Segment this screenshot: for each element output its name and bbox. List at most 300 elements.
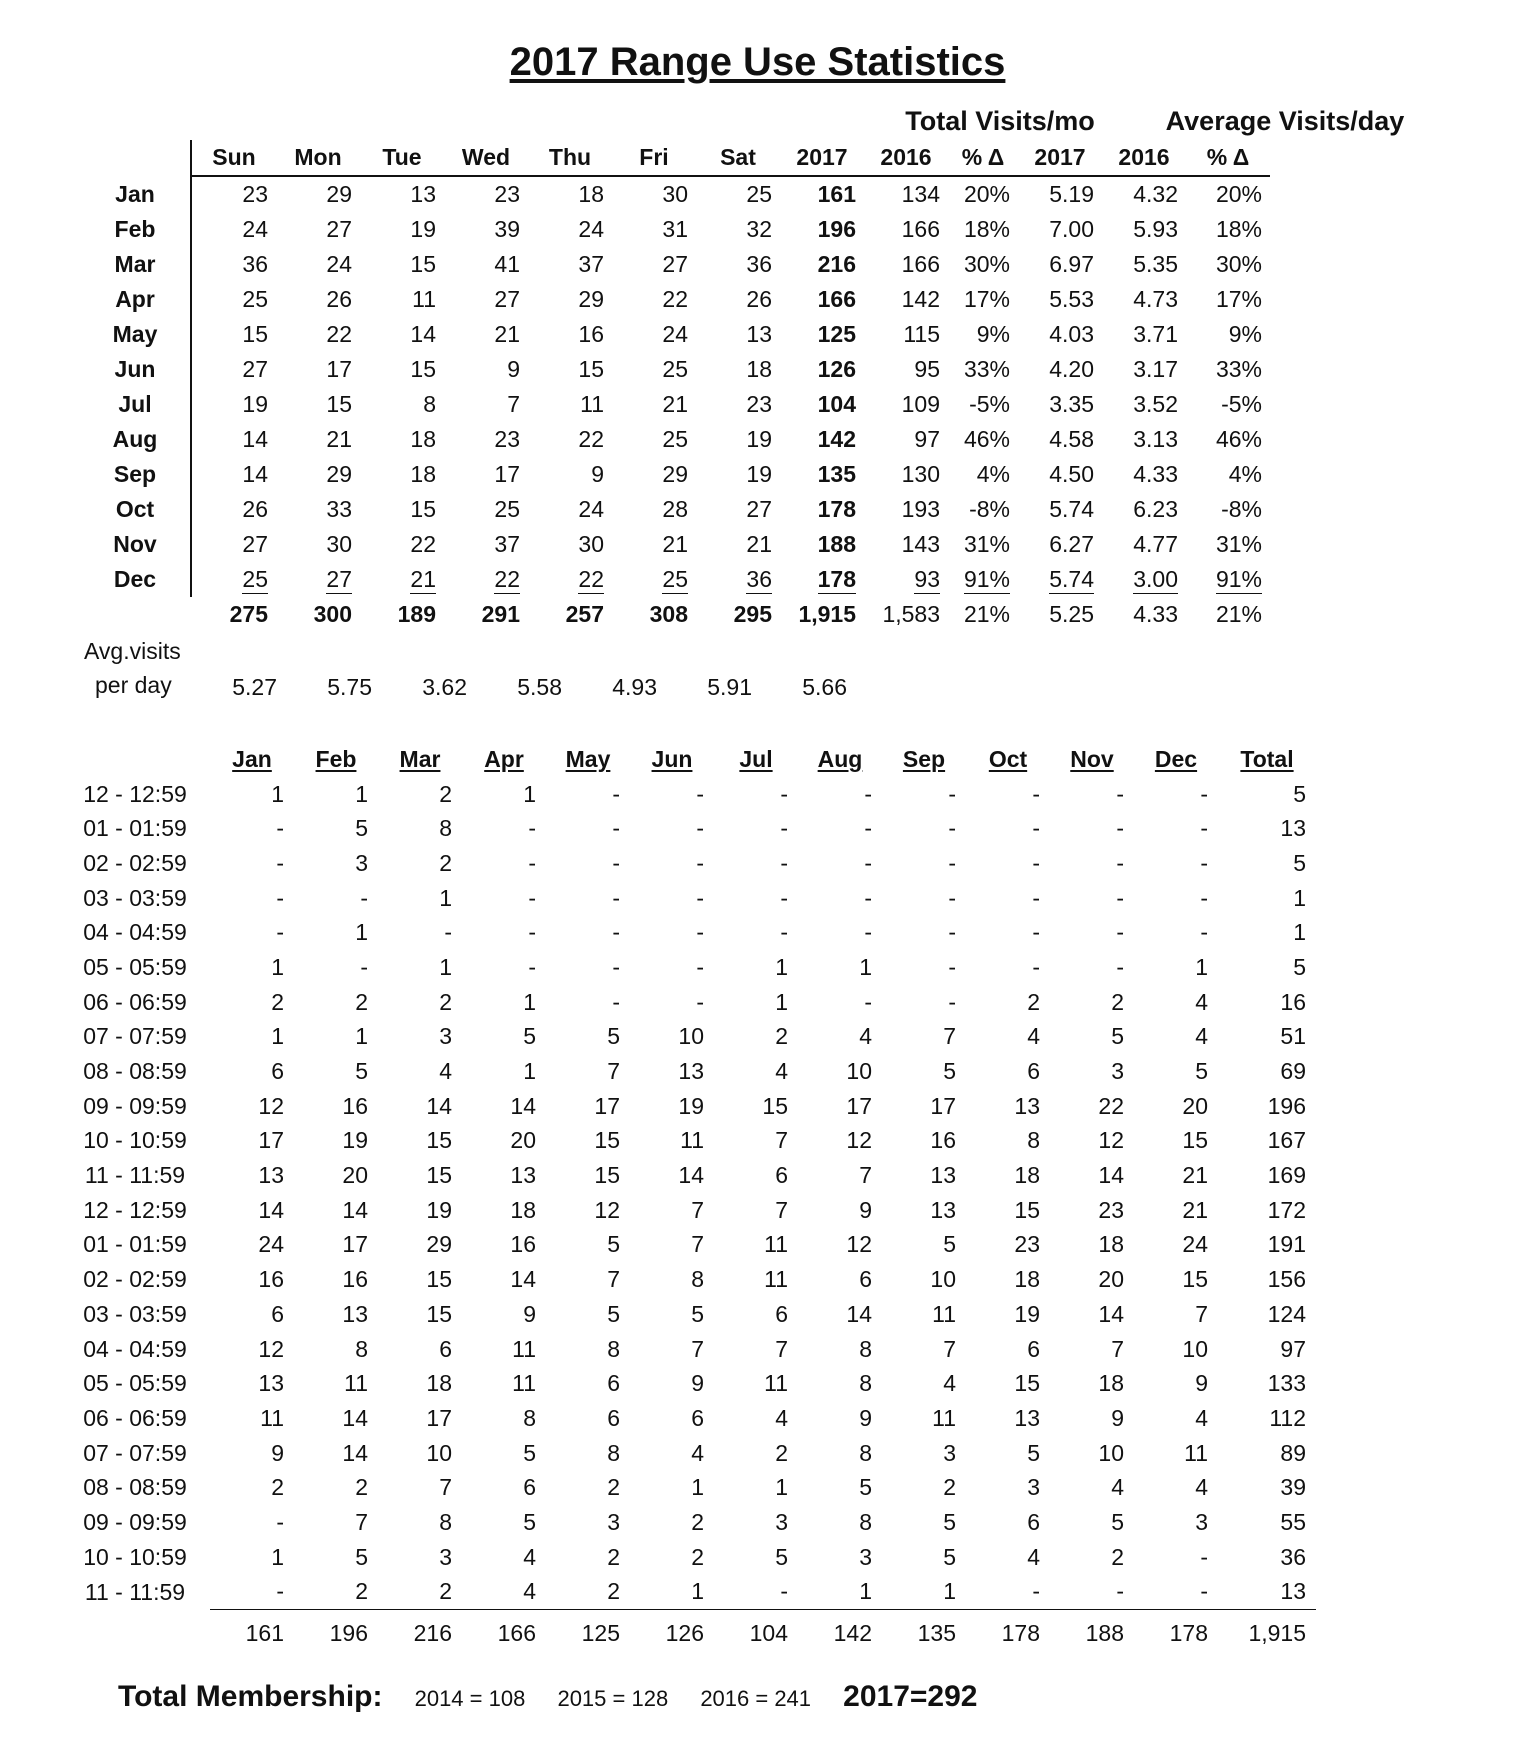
cell-value: 28 <box>662 496 688 522</box>
total-cell: 1,915 <box>798 601 856 627</box>
cell-value: 13 <box>410 181 436 207</box>
cell <box>444 527 528 562</box>
hour-cell: 89 <box>1280 1439 1306 1466</box>
hour-cell: 5 <box>355 1543 368 1570</box>
hour-label: 02 - 02:59 <box>83 849 187 876</box>
cell <box>780 527 864 562</box>
hour-cell: 13 <box>342 1300 368 1327</box>
cell-value: 9% <box>1228 321 1262 347</box>
cell <box>612 527 696 562</box>
cell <box>1186 562 1270 597</box>
month-row <box>80 492 1270 527</box>
hour-cell: 6 <box>607 1370 620 1397</box>
hour-cell: 2 <box>943 1474 956 1501</box>
month-label: Jun <box>114 356 156 382</box>
hour-cell: 14 <box>342 1404 368 1431</box>
cell <box>696 212 780 247</box>
cell-value: 27 <box>242 531 268 557</box>
cell <box>948 282 1018 317</box>
hour-cell: 5 <box>523 1508 536 1535</box>
month-header <box>546 742 630 777</box>
cell <box>360 282 444 317</box>
membership-2017: 2017=292 <box>843 1680 978 1713</box>
hour-cell: 8 <box>607 1439 620 1466</box>
hour-cell: 23 <box>1014 1231 1040 1258</box>
hour-label: 11 - 11:59 <box>84 1578 186 1605</box>
average-visits-header: Average Visits/day <box>1165 106 1405 136</box>
cell <box>612 176 696 212</box>
hour-cell: 6 <box>271 1300 284 1327</box>
cell <box>1186 387 1270 422</box>
cell <box>780 422 864 457</box>
cell <box>191 317 276 352</box>
cell <box>360 317 444 352</box>
month-header-text: Apr <box>484 745 524 772</box>
hour-cell: 133 <box>1267 1370 1306 1397</box>
hour-cell: - <box>1200 919 1208 946</box>
cell <box>191 247 276 282</box>
hour-cell: 7 <box>607 1058 620 1085</box>
hour-cell: 5 <box>1195 1058 1208 1085</box>
hour-cell: 15 <box>1014 1196 1040 1223</box>
hour-row <box>60 846 1316 881</box>
total-cell: 295 <box>733 601 772 627</box>
membership-label: Total Membership: <box>118 1680 383 1713</box>
hour-cell: 15 <box>426 1300 452 1327</box>
cell-value: 3.17 <box>1133 356 1178 382</box>
cell <box>780 247 864 282</box>
corner-cell <box>80 140 191 176</box>
hour-cell: 24 <box>1182 1231 1208 1258</box>
cell-value: 26 <box>242 496 268 522</box>
column-header: Fri <box>612 140 696 176</box>
hour-cell: 8 <box>691 1266 704 1293</box>
hour-cell: 5 <box>691 1300 704 1327</box>
avg-cell: 5.75 <box>327 674 372 700</box>
cell <box>444 562 528 597</box>
cell <box>191 527 276 562</box>
cell-value: 13 <box>746 321 772 347</box>
cell <box>444 422 528 457</box>
hour-cell: 9 <box>271 1439 284 1466</box>
totals-label <box>80 597 191 632</box>
cell-value: 9 <box>507 356 520 382</box>
cell <box>276 527 360 562</box>
avg-cell: 5.66 <box>802 674 847 700</box>
hour-cell: 2 <box>355 1474 368 1501</box>
hour-cell: - <box>864 849 872 876</box>
cell <box>864 492 948 527</box>
column-header: Sun <box>191 140 276 176</box>
hour-cell: 16 <box>342 1092 368 1119</box>
cell <box>780 492 864 527</box>
cell-value: 3.71 <box>1133 321 1178 347</box>
cell-value: 15 <box>410 251 436 277</box>
cell <box>276 247 360 282</box>
hour-cell: 191 <box>1267 1231 1306 1258</box>
cell <box>191 176 276 212</box>
hour-cell: 10 <box>1182 1335 1208 1362</box>
cell-value: 11 <box>580 391 604 417</box>
hour-cell: 12 <box>846 1127 872 1154</box>
cell-value: 20% <box>1215 181 1262 207</box>
hour-cell: 7 <box>943 1335 956 1362</box>
cell <box>948 387 1018 422</box>
cell-value: 32 <box>746 216 772 242</box>
hour-cell: 16 <box>342 1266 368 1293</box>
month-header-text: May <box>565 745 611 772</box>
hour-cell: 2 <box>1111 1543 1124 1570</box>
cell <box>360 562 444 597</box>
cell <box>1102 317 1186 352</box>
month-row <box>80 212 1270 247</box>
cell <box>360 387 444 422</box>
hour-cell: 16 <box>1280 988 1306 1015</box>
cell <box>191 562 276 597</box>
hour-cell: 8 <box>355 1335 368 1362</box>
hour-cell: 15 <box>1014 1370 1040 1397</box>
hour-cell: 6 <box>775 1300 788 1327</box>
cell-value: 18% <box>1215 216 1262 242</box>
cell <box>276 212 360 247</box>
cell <box>1018 212 1102 247</box>
hour-cell: - <box>276 849 284 876</box>
hour-cell: 8 <box>859 1439 872 1466</box>
hour-cell: 4 <box>1111 1474 1124 1501</box>
hour-row <box>60 1193 1316 1228</box>
hour-cell: 2 <box>378 1575 462 1610</box>
cell <box>696 176 780 212</box>
hour-row <box>60 1297 1316 1332</box>
cell-value: 3.13 <box>1133 426 1178 452</box>
cell-value: 24 <box>326 251 352 277</box>
hour-cell: 55 <box>1280 1508 1306 1535</box>
total-cell: 275 <box>229 601 268 627</box>
hour-cell: - <box>780 919 788 946</box>
column-header: Thu <box>528 140 612 176</box>
hour-label: 07 - 07:59 <box>83 1439 187 1466</box>
hour-cell: 1 <box>439 953 452 980</box>
hour-cell: 14 <box>510 1092 536 1119</box>
hour-cell: - <box>276 815 284 842</box>
hour-cell: 2 <box>1027 988 1040 1015</box>
month-header-text: Jul <box>739 745 773 772</box>
hour-cell: 2 <box>691 1543 704 1570</box>
hour-cell: 15 <box>762 1092 788 1119</box>
hour-cell: 3 <box>943 1439 956 1466</box>
hour-cell: 4 <box>462 1575 546 1610</box>
month-header <box>462 742 546 777</box>
hour-cell: 15 <box>1182 1127 1208 1154</box>
hour-label: 09 - 09:59 <box>83 1508 187 1535</box>
hour-cell: 39 <box>1280 1474 1306 1501</box>
hour-cell: 19 <box>678 1092 704 1119</box>
month-row <box>80 247 1270 282</box>
month-label: Apr <box>115 286 155 312</box>
cell <box>1186 176 1270 212</box>
hour-cell: 2 <box>439 988 452 1015</box>
hour-cell: - <box>1200 849 1208 876</box>
cell <box>948 352 1018 387</box>
cell <box>696 457 780 492</box>
hour-cell: 5 <box>607 1300 620 1327</box>
hour-cell: 1 <box>1195 953 1208 980</box>
month-header-text: Oct <box>988 745 1028 772</box>
hour-cell: - <box>528 815 536 842</box>
hour-row <box>60 1505 1316 1540</box>
cell-value: 23 <box>746 391 772 417</box>
cell <box>444 317 528 352</box>
hour-cell: 9 <box>859 1404 872 1431</box>
hour-cell: 1 <box>439 884 452 911</box>
hour-cell: 1 <box>775 953 788 980</box>
cell-value: 21 <box>662 391 688 417</box>
cell <box>360 527 444 562</box>
hour-cell: 12 <box>594 1196 620 1223</box>
cell-value: 178 <box>817 496 856 522</box>
hour-cell: 14 <box>258 1196 284 1223</box>
cell <box>1018 282 1102 317</box>
hourly-total-cell: 196 <box>329 1620 368 1647</box>
avg-cell: 5.27 <box>232 674 277 700</box>
hour-cell: 11 <box>260 1404 284 1431</box>
cell-value: 5.93 <box>1133 216 1178 242</box>
hour-cell: 12 <box>846 1231 872 1258</box>
cell <box>444 247 528 282</box>
hour-cell: 2 <box>439 849 452 876</box>
cell <box>444 212 528 247</box>
hour-cell: 2 <box>1111 988 1124 1015</box>
hour-cell: 2 <box>775 1439 788 1466</box>
cell <box>1018 387 1102 422</box>
cell <box>780 562 864 597</box>
cell-value: 4% <box>1228 461 1262 487</box>
hour-row <box>60 1332 1316 1367</box>
hour-cell: 7 <box>439 1474 452 1501</box>
total-cell: 5.25 <box>1049 601 1094 627</box>
cell-value: 24 <box>578 216 604 242</box>
corner-cell <box>60 742 210 777</box>
hour-cell: 16 <box>930 1127 956 1154</box>
hour-cell: 9 <box>859 1196 872 1223</box>
cell-value: 25 <box>242 286 268 312</box>
cell-value: 4.58 <box>1049 426 1094 452</box>
hour-cell: 1 <box>1293 884 1306 911</box>
hour-cell: 1 <box>523 988 536 1015</box>
hour-row <box>60 811 1316 846</box>
hour-cell: - <box>864 815 872 842</box>
cell-value: 3.52 <box>1133 391 1178 417</box>
cell <box>1102 282 1186 317</box>
hour-cell: 7 <box>607 1266 620 1293</box>
hour-cell: 2 <box>294 1575 378 1610</box>
cell-value: 23 <box>494 181 520 207</box>
hour-cell: 13 <box>1218 1575 1316 1610</box>
hour-cell: 6 <box>691 1404 704 1431</box>
cell <box>948 247 1018 282</box>
hour-cell: 7 <box>859 1162 872 1189</box>
hour-cell: 36 <box>1280 1543 1306 1570</box>
hour-label: 03 - 03:59 <box>83 1300 187 1327</box>
hour-label: 05 - 05:59 <box>83 953 187 980</box>
hour-cell: 14 <box>1098 1300 1124 1327</box>
month-header <box>210 742 294 777</box>
hour-label: 12 - 12:59 <box>83 780 187 807</box>
cell <box>948 562 1018 597</box>
hour-cell: 6 <box>523 1474 536 1501</box>
cell <box>1186 422 1270 457</box>
cell-value: 33% <box>1215 356 1262 382</box>
hourly-total-cell: 135 <box>917 1620 956 1647</box>
hour-cell: - <box>360 884 368 911</box>
cell-value: 166 <box>901 251 940 277</box>
hour-cell: - <box>948 884 956 911</box>
hour-cell: - <box>612 849 620 876</box>
cell-value: 6.27 <box>1049 531 1094 557</box>
cell-value: 25 <box>242 565 268 592</box>
cell-value: 130 <box>901 461 940 487</box>
hour-cell: 1 <box>882 1575 966 1610</box>
hour-row <box>60 985 1316 1020</box>
hour-cell: 5 <box>1111 1508 1124 1535</box>
month-row <box>80 317 1270 352</box>
cell-value: 33% <box>963 356 1010 382</box>
hour-cell: - <box>1200 780 1208 807</box>
month-row <box>80 176 1270 212</box>
total-cell: 257 <box>565 601 604 627</box>
hour-cell: - <box>948 919 956 946</box>
hour-cell: 1 <box>523 780 536 807</box>
hour-cell: 5 <box>1293 953 1306 980</box>
month-header <box>882 742 966 777</box>
hour-cell: 1 <box>271 780 284 807</box>
cell-value: 7.00 <box>1049 216 1094 242</box>
cell-value: 18 <box>746 356 772 382</box>
hour-cell: - <box>948 780 956 807</box>
cell <box>612 422 696 457</box>
hour-cell: 5 <box>943 1508 956 1535</box>
hour-row <box>60 1470 1316 1505</box>
hour-cell: 5 <box>859 1474 872 1501</box>
cell <box>612 562 696 597</box>
hour-cell: 14 <box>342 1439 368 1466</box>
column-header: Mon <box>276 140 360 176</box>
hour-cell: - <box>1200 884 1208 911</box>
cell-value: 16 <box>578 321 604 347</box>
avg-cell: 3.62 <box>422 674 467 700</box>
page-title: 2017 Range Use Statistics <box>509 40 1006 84</box>
cell-value: -5% <box>1221 391 1262 417</box>
hour-cell: - <box>210 1575 294 1610</box>
hour-cell: 7 <box>775 1196 788 1223</box>
cell <box>1102 527 1186 562</box>
hour-cell: - <box>1116 953 1124 980</box>
cell <box>696 527 780 562</box>
cell-value: 25 <box>494 496 520 522</box>
hour-cell: 1 <box>355 919 368 946</box>
month-label: Jan <box>115 180 155 207</box>
cell-value: 23 <box>242 181 268 207</box>
cell-value: 25 <box>662 356 688 382</box>
cell <box>276 352 360 387</box>
cell-value: 5.53 <box>1049 286 1094 312</box>
hour-cell: 97 <box>1280 1335 1306 1362</box>
hour-cell: 5 <box>355 815 368 842</box>
hour-label: 06 - 06:59 <box>83 1404 187 1431</box>
cell-value: 193 <box>901 496 940 522</box>
month-header <box>1050 742 1134 777</box>
hour-row <box>60 1436 1316 1471</box>
hour-cell: 8 <box>607 1335 620 1362</box>
cell-value: 18 <box>410 426 436 452</box>
hour-cell: - <box>966 1575 1050 1610</box>
hour-label: 04 - 04:59 <box>83 1335 187 1362</box>
hour-label: 04 - 04:59 <box>83 919 187 946</box>
hour-cell: - <box>612 884 620 911</box>
cell-value: 4.03 <box>1049 321 1094 347</box>
hour-cell: - <box>1032 953 1040 980</box>
hour-label: 12 - 12:59 <box>83 1196 187 1223</box>
cell <box>1018 176 1102 212</box>
hour-cell: 2 <box>691 1508 704 1535</box>
month-header <box>630 742 714 777</box>
hour-cell: 17 <box>846 1092 872 1119</box>
hour-cell: 3 <box>439 1023 452 1050</box>
cell <box>528 562 612 597</box>
hour-cell: 4 <box>1195 988 1208 1015</box>
hour-cell: 7 <box>1111 1335 1124 1362</box>
cell-value: 93 <box>914 565 940 592</box>
cell-value: 21 <box>410 565 436 592</box>
hour-cell: 16 <box>258 1266 284 1293</box>
cell <box>444 176 528 212</box>
month-header <box>1134 742 1218 777</box>
cell <box>360 247 444 282</box>
cell-value: 142 <box>901 286 940 312</box>
hour-cell: 2 <box>355 988 368 1015</box>
cell <box>612 317 696 352</box>
cell-value: 97 <box>914 426 940 452</box>
hour-cell: 6 <box>271 1058 284 1085</box>
hour-cell: 3 <box>607 1508 620 1535</box>
hour-cell: 8 <box>1027 1127 1040 1154</box>
hour-cell: 20 <box>1182 1092 1208 1119</box>
total-cell: 4.33 <box>1133 601 1178 627</box>
hour-cell: 10 <box>426 1439 452 1466</box>
cell-value: 3.35 <box>1049 391 1094 417</box>
hour-cell: 22 <box>1098 1092 1124 1119</box>
cell <box>528 176 612 212</box>
column-header: Sat <box>696 140 780 176</box>
hour-cell: 5 <box>355 1058 368 1085</box>
cell-value: 15 <box>410 496 436 522</box>
cell <box>528 457 612 492</box>
cell-value: 109 <box>901 391 940 417</box>
cell-value: 29 <box>662 461 688 487</box>
hour-cell: - <box>276 1508 284 1535</box>
hour-cell: - <box>360 953 368 980</box>
hour-cell: 13 <box>930 1196 956 1223</box>
cell-value: 25 <box>662 426 688 452</box>
month-header-text: Jan <box>232 745 272 772</box>
cell <box>696 387 780 422</box>
hour-cell: 4 <box>775 1058 788 1085</box>
cell <box>276 282 360 317</box>
cell-value: 36 <box>746 251 772 277</box>
hour-cell: - <box>696 953 704 980</box>
hour-row <box>60 1401 1316 1436</box>
cell-value: 22 <box>410 531 436 557</box>
